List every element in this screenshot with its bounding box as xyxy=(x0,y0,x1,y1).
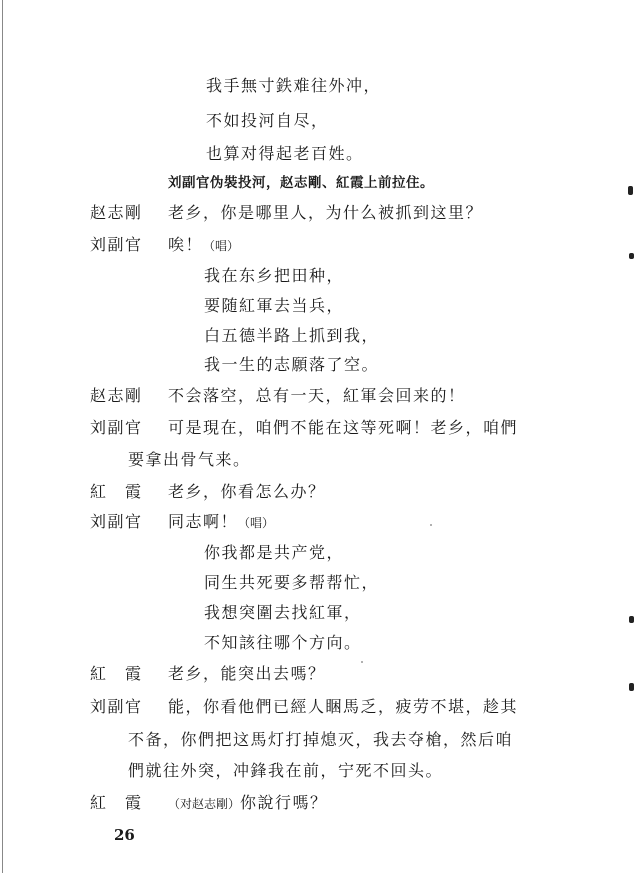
dialogue-continuation: 不备，你們把这馬灯打掉熄灭，我去夺槍，然后咱 xyxy=(128,730,514,749)
verse-line: 不知該往哪个方向。 xyxy=(204,633,362,652)
scan-mark xyxy=(628,186,633,195)
dialogue-line: 刘副官 可是現在，咱們不能在这等死啊！老乡，咱們 xyxy=(90,418,519,437)
scan-mark xyxy=(629,253,634,259)
speaker-name: 紅 霞 xyxy=(90,482,143,501)
dialogue-line: 紅 霞 老乡，你看怎么办？ xyxy=(90,482,326,501)
verse-line: 要随紅軍去当兵， xyxy=(204,296,345,315)
stage-note: （唱） xyxy=(203,239,240,253)
scan-speck xyxy=(361,661,363,663)
page-edge-line xyxy=(2,0,3,873)
speaker-name: 刘副官 xyxy=(90,697,143,716)
scan-speck xyxy=(430,524,432,526)
dialogue-continuation: 們就往外突，冲鋒我在前，宁死不回头。 xyxy=(128,761,444,780)
dialogue-line: 赵志剛 老乡，你是哪里人，为什么被抓到这里？ xyxy=(90,203,484,222)
speaker-name: 紅 霞 xyxy=(90,664,143,683)
verse-line: 同生共死要多帮帮忙， xyxy=(204,573,380,592)
stage-note: （唱） xyxy=(238,516,275,530)
speaker-name: 刘副官 xyxy=(90,235,143,254)
stage-note: （对赵志剛） xyxy=(168,797,241,811)
scan-mark xyxy=(629,616,634,623)
dialogue-line: 刘副官 同志啊！（唱） xyxy=(90,512,275,531)
verse-line: 你我都是共产党， xyxy=(204,543,345,562)
speaker-name: 刘副官 xyxy=(90,418,143,437)
page-number: 26 xyxy=(114,826,135,844)
speaker-name: 刘副官 xyxy=(90,512,143,531)
verse-line: 我想突圍去找紅軍， xyxy=(204,603,362,622)
verse-line: 白五德半路上抓到我， xyxy=(204,326,380,345)
dialogue-line: 刘副官 能，你看他們已經人睏馬乏，疲劳不堪，趁其 xyxy=(90,697,519,716)
speaker-name: 赵志剛 xyxy=(90,386,143,405)
speaker-name: 紅 霞 xyxy=(90,793,143,812)
scan-mark xyxy=(629,683,634,691)
dialogue-line: 紅 霞 老乡，能突出去嗎？ xyxy=(90,664,326,683)
dialogue-line: 赵志剛 不会落空，总有一天，紅軍会回来的！ xyxy=(90,386,466,405)
verse-line: 我在东乡把田种， xyxy=(204,266,345,285)
dialogue-line: 刘副官 唉！（唱） xyxy=(90,235,240,254)
verse-line: 也算对得起老百姓。 xyxy=(206,144,364,163)
dialogue-continuation: 要拿出骨气来。 xyxy=(128,450,251,469)
verse-line: 不如投河自尽， xyxy=(206,111,329,130)
speaker-name: 赵志剛 xyxy=(90,203,143,222)
verse-line: 我手無寸鉄难往外冲， xyxy=(206,76,382,95)
dialogue-line: 紅 霞 （对赵志剛）你說行嗎？ xyxy=(90,793,328,812)
verse-line: 我一生的志願落了空。 xyxy=(204,355,380,374)
stage-direction: 刘副官伪裝投河，赵志剛、紅霞上前拉住。 xyxy=(168,175,434,191)
